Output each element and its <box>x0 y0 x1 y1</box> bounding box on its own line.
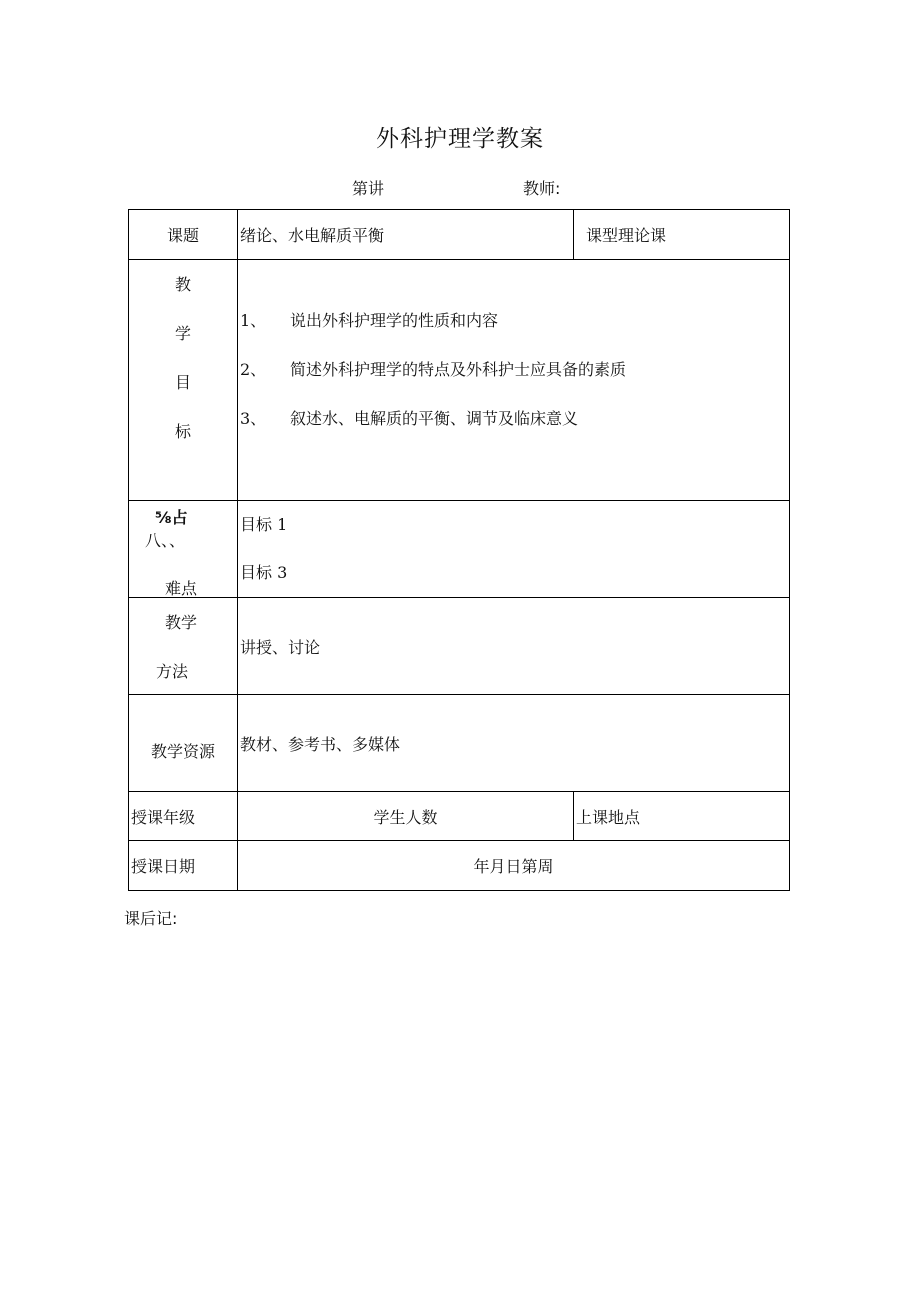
method-label-line: 教学 <box>165 613 198 632</box>
topic-label: 课题 <box>129 210 238 260</box>
lecture-number-label: 第讲 <box>352 179 385 198</box>
goal-text: 简述外科护理学的特点及外科护士应具备的素质 <box>290 360 627 379</box>
topic-row <box>129 210 790 260</box>
date-row <box>129 841 790 891</box>
goal-item <box>238 344 789 393</box>
lesson-type-value: 理论课 <box>618 226 667 245</box>
key-point-item: 目标 1 <box>240 515 288 534</box>
goal-text: 说出外科护理学的性质和内容 <box>290 311 499 330</box>
key-points-label-line: 难点 <box>165 579 198 598</box>
goals-row <box>129 260 790 501</box>
goals-label-char: 教 <box>174 275 191 294</box>
key-points-label <box>129 501 238 598</box>
grade-label: 授课年级 <box>129 792 238 841</box>
after-class-notes-label: 课后记: <box>124 909 178 928</box>
students-label: 学生人数 <box>238 792 574 841</box>
goals-label <box>129 260 238 501</box>
method-label <box>129 598 238 695</box>
grade-row <box>129 792 790 841</box>
key-point-item: 目标 3 <box>240 563 288 582</box>
lesson-type-cell <box>574 210 790 260</box>
key-points-content <box>238 501 790 598</box>
date-label: 授课日期 <box>129 841 238 891</box>
goal-number: 3、 <box>240 409 267 428</box>
goals-content <box>238 260 790 501</box>
method-value: 讲授、讨论 <box>238 598 790 695</box>
key-points-row <box>129 501 790 598</box>
teacher-label: 教师: <box>523 179 561 198</box>
date-value: 年月日第周 <box>238 841 790 891</box>
lesson-plan-table <box>128 209 790 891</box>
goal-number: 2、 <box>240 360 267 379</box>
method-row <box>129 598 790 695</box>
resources-label: 教学资源 <box>129 695 238 792</box>
goals-label-char: 目 <box>174 373 191 392</box>
goals-label-char: 标 <box>174 422 191 441</box>
resources-row <box>129 695 790 792</box>
goal-item <box>238 393 789 442</box>
document-title: 外科护理学教案 <box>376 126 544 152</box>
goal-item <box>238 295 789 344</box>
location-label: 上课地点 <box>574 792 790 841</box>
topic-value: 绪论、水电解质平衡 <box>238 210 574 260</box>
key-points-label-line: 八、、 <box>145 531 186 550</box>
method-label-line: 方法 <box>156 662 189 681</box>
resources-value: 教材、参考书、多媒体 <box>238 695 790 792</box>
goal-text: 叙述水、电解质的平衡、调节及临床意义 <box>290 409 579 428</box>
goal-number: 1、 <box>240 311 267 330</box>
key-points-label-line: ⅝占 <box>155 508 188 527</box>
goals-label-char: 学 <box>174 324 191 343</box>
lesson-type-label: 课型 <box>586 226 619 245</box>
